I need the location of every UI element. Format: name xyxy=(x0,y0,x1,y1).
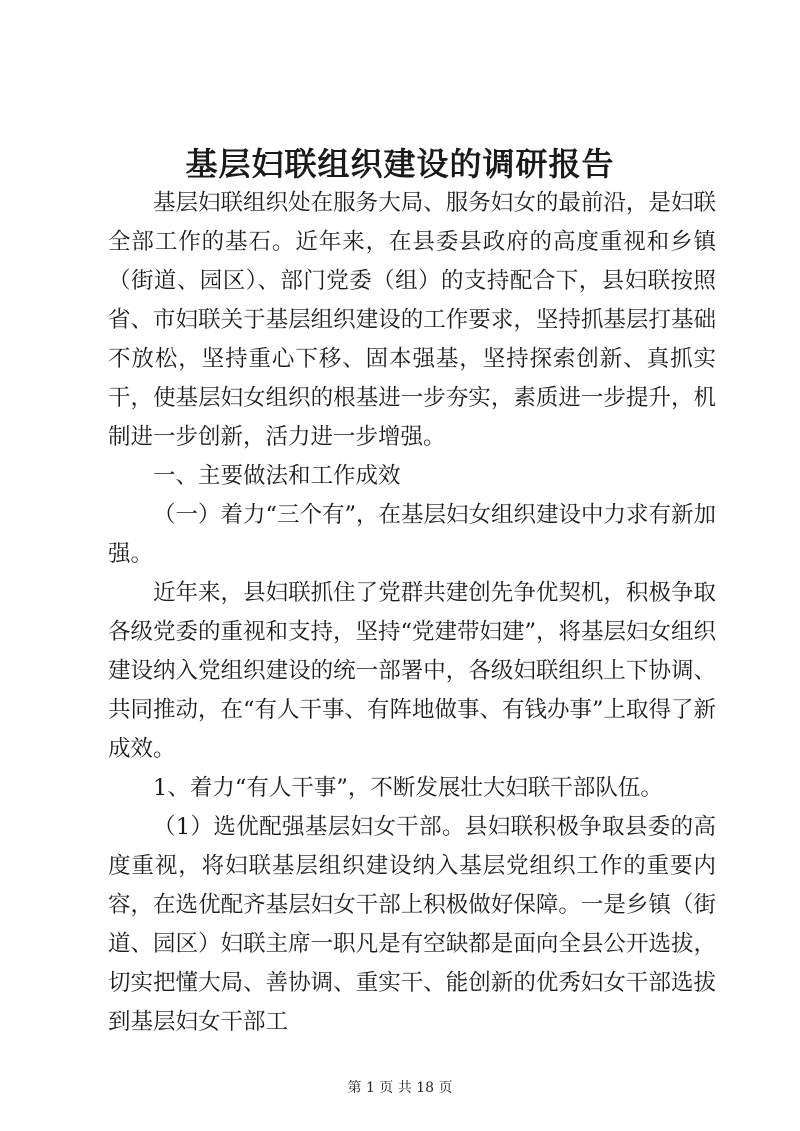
paragraph-detail: （1）选优配强基层妇女干部。县妇联积极争取县委的高度重视，将妇联基层组织建设纳入基层党组织工作的重要内容，在选优配齐基层妇女干部上积极做好保障。一是乡镇（街道、园区）妇联主席一职凡是有空缺都是面向全县公开选拔，切实把懂大局、善协调、重实干、能创新的优秀妇女干部选拔到基层妇女干部工 xyxy=(108,814,716,1035)
paragraph-intro: 基层妇联组织处在服务大局、服务妇女的最前沿，是妇联全部工作的基石。近年来，在县委县政府的高度重视和乡镇（街道、园区）、部门党委（组）的支持配合下，县妇联按照省、市妇联关于基层组织建设的工作要求，坚持抓基层打基础不放松，坚持重心下移、固本强基，坚持探索创新、真抓实干，使基层妇女组织的根基进一步夯实，素质进一步提升，机制进一步创新，活力进一步增强。 xyxy=(108,190,716,450)
document-body xyxy=(108,184,716,1042)
subsection-heading: （一）着力“三个有”，在基层妇女组织建设中力求有新加强。 xyxy=(108,502,717,567)
section-heading: 一、主要做法和工作成效 xyxy=(153,463,401,489)
paragraph-overview: 近年来，县妇联抓住了党群共建创先争优契机，积极争取各级党委的重视和支持，坚持“党建带妇建”，将基层妇女组织建设纳入党组织建设的统一部署中，各级妇联组织上下协调、共同推动，在“有人干事、有阵地做事、有钱办事”上取得了新成效。 xyxy=(108,580,717,762)
page-footer: 第 1 页 共 18 页 xyxy=(347,1080,453,1096)
item-heading: 1、着力“有人干事”，不断发展壮大妇联干部队伍。 xyxy=(153,775,663,801)
document-title: 基层妇联组织建设的调研报告 xyxy=(185,145,615,183)
